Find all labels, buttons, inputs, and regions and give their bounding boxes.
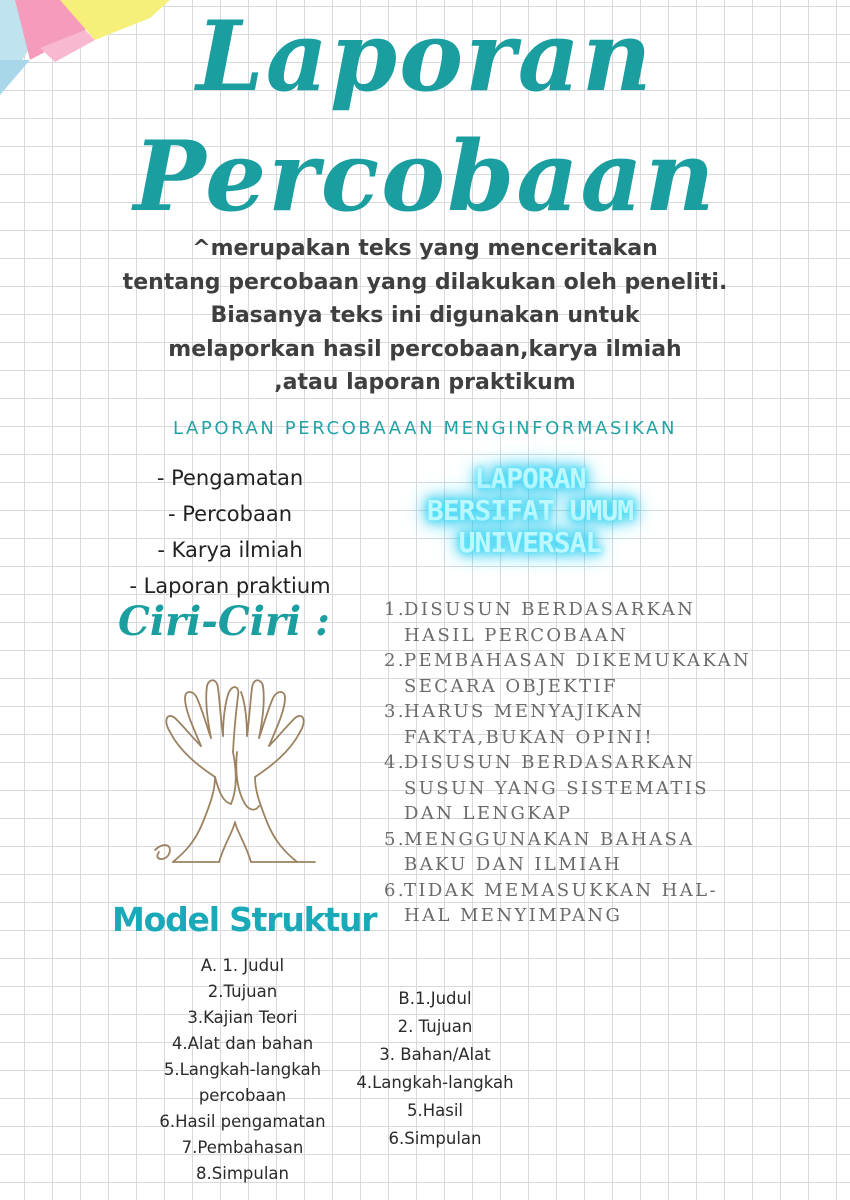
struktur-b-item: 5.Hasil <box>406 1101 464 1120</box>
informasi-item: - Laporan praktium <box>129 574 331 598</box>
ciri-line: HARUS MENYAJIKAN <box>404 701 645 722</box>
ciri-item <box>384 750 824 827</box>
neon-line: UNIVERSAL <box>458 526 602 559</box>
ciri-number: 4. <box>384 752 406 773</box>
ciri-line: FAKTA,BUKAN OPINI! <box>404 726 654 748</box>
ciri-line: HAL MENYIMPANG <box>404 905 623 926</box>
neon-sign <box>380 463 680 559</box>
ciri-line: DAN LENGKAP <box>404 803 573 824</box>
intro-line: ^merupakan teks yang menceritakan <box>192 236 658 261</box>
title-line-1: Laporan <box>196 0 654 113</box>
ciri-line: SECARA OBJEKTIF <box>404 675 618 697</box>
intro-line: Biasanya teks ini digunakan untuk <box>210 303 640 328</box>
ciri-item <box>384 648 824 699</box>
ciri-line: SUSUN YANG SISTEMATIS <box>404 777 710 799</box>
informasi-heading: LAPORAN PERCOBAAAN MENGINFORMASIKAN <box>172 418 678 439</box>
ciri-number: 1. <box>384 599 406 620</box>
ciri-item <box>384 878 824 929</box>
struktur-a-item: percobaan <box>198 1086 287 1105</box>
informasi-item: - Pengamatan <box>156 466 304 490</box>
ciri-number: 3. <box>384 701 406 722</box>
informasi-item: - Percobaan <box>167 502 293 526</box>
ciri-item <box>384 699 824 750</box>
ciri-number: 6. <box>384 879 406 901</box>
intro-paragraph <box>60 232 790 400</box>
ciri-number: 2. <box>384 650 406 671</box>
model-struktur-heading: Model Struktur <box>112 900 377 939</box>
informasi-item: - Karya ilmiah <box>157 538 303 562</box>
intro-line: tentang percobaan yang dilakukan oleh peneliti. <box>122 269 728 295</box>
struktur-b-item: 3. Bahan/Alat <box>379 1045 491 1064</box>
ciri-line: PEMBAHASAN DIKEMUKAKAN <box>404 650 752 671</box>
intro-line: ,atau laporan praktikum <box>274 370 576 395</box>
ciri-item <box>384 827 824 878</box>
ciri-line: DISUSUN BERDASARKAN <box>404 752 696 773</box>
neon-line: LAPORAN <box>474 462 586 495</box>
ciri-line: BAKU DAN ILMIAH <box>404 854 623 875</box>
ciri-heading: Ciri-Ciri : <box>118 598 330 645</box>
struktur-a-item: 3.Kajian Teori <box>187 1008 298 1027</box>
ciri-line: MENGGUNAKAN BAHASA <box>404 828 695 850</box>
ciri-list <box>384 597 824 929</box>
struktur-a-item: A. 1. Judul <box>200 956 285 975</box>
struktur-a-item: 7.Pembahasan <box>181 1138 304 1157</box>
ciri-number: 5. <box>384 828 406 850</box>
informasi-list <box>60 460 400 604</box>
intro-line: melaporkan hasil percobaan,karya ilmiah <box>168 336 682 362</box>
struktur-b-item: 2. Tujuan <box>397 1017 473 1036</box>
struktur-b-list <box>340 985 530 1153</box>
struktur-a-list <box>140 953 345 1187</box>
neon-line: BERSIFAT UMUM <box>426 494 634 527</box>
struktur-b-item: 4.Langkah-langkah <box>356 1073 514 1092</box>
ciri-line: HASIL PERCOBAAN <box>404 624 629 646</box>
ciri-item <box>384 597 824 648</box>
ciri-line: DISUSUN BERDASARKAN <box>404 599 696 620</box>
struktur-a-item: 5.Langkah-langkah <box>163 1060 322 1079</box>
hands-icon <box>145 672 325 872</box>
struktur-b-item: 6.Simpulan <box>388 1129 482 1148</box>
struktur-a-item: 6.Hasil pengamatan <box>159 1112 326 1131</box>
struktur-a-item: 2.Tujuan <box>207 982 278 1001</box>
title-line-2: Percobaan <box>133 120 717 233</box>
struktur-b-item: B.1.Judul <box>398 989 472 1008</box>
struktur-a-item: 4.Alat dan bahan <box>171 1034 314 1053</box>
struktur-a-item: 8.Simpulan <box>196 1164 289 1183</box>
ciri-line: TIDAK MEMASUKKAN HAL- <box>404 879 718 901</box>
